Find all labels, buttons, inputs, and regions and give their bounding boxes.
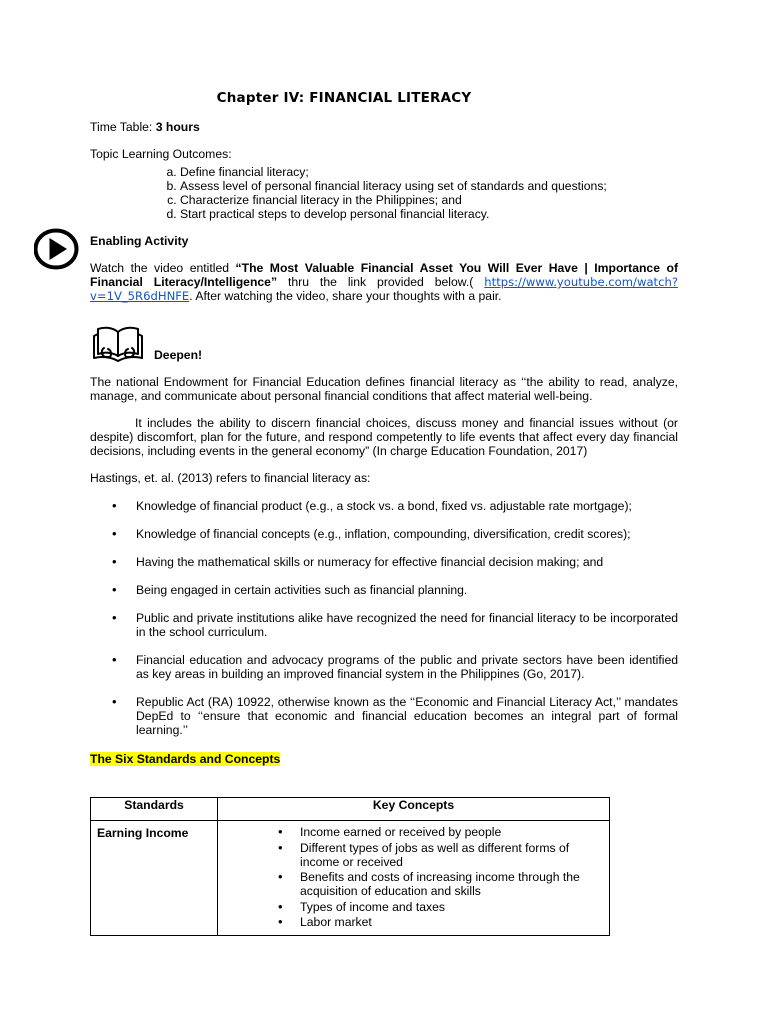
time-table [90, 120, 200, 134]
six-standards-heading [90, 752, 280, 766]
list-item: • Knowledge of financial concepts (e.g., inflation, compounding, diversification, credit scores); [90, 527, 678, 541]
table-header-row [91, 798, 610, 821]
list-item: • Financial education and advocacy programs of the public and private sectors have been identified as key areas in building an improved financial system in the Philippines (Go, 2017). [90, 653, 678, 681]
enabling-text-after: . After watching the video, share your thoughts with a pair. [189, 289, 502, 303]
paragraph: It includes the ability to discern financial choices, discuss money and financial issues without (or despite) discomfort, plan for the future, and respond competently to life events that affect every day financial decisions, including events in the general economy” (In charge Education Foundation, 2017) [90, 416, 678, 458]
column-header-key-concepts: Key Concepts [218, 798, 610, 821]
enabling-activity-text [90, 261, 678, 303]
enabling-activity-heading: Enabling Activity [90, 234, 189, 248]
outcomes-list [158, 165, 607, 221]
list-item: b. Assess level of personal financial literacy using set of standards and questions; [180, 179, 607, 193]
key-concepts-cell [218, 821, 610, 936]
enabling-text-mid: thru the link provided below.( [277, 275, 485, 289]
list-item: d. Start practical steps to develop personal financial literacy. [180, 207, 607, 221]
list-item: • Public and private institutions alike have recognized the need for financial literacy to be incorporated in the school curriculum. [90, 611, 678, 639]
list-item: • Knowledge of financial product (e.g., a stock vs. a bond, fixed vs. adjustable rate mortgage); [90, 499, 678, 513]
table-row [91, 821, 610, 936]
video-title: “The Most Valuable Financial Asset You Will Ever Have | Importance of Financial Literacy/Intelligence” [90, 261, 679, 289]
open-book-icon [92, 324, 144, 366]
list-item: a. Define financial literacy; [180, 165, 607, 179]
six-standards-highlight: The Six Standards and Concepts [90, 752, 281, 766]
standards-table [90, 797, 610, 936]
chapter-title: Chapter IV: FINANCIAL LITERACY [216, 90, 472, 106]
list-item: • Labor market [218, 915, 603, 929]
list-item: c. Characterize financial literacy in the Philippines; and [180, 193, 607, 207]
standard-cell: Earning Income [91, 821, 218, 936]
list-item: • Types of income and taxes [218, 900, 603, 914]
time-table-label: Time Table: [90, 120, 153, 134]
outcomes-heading: Topic Learning Outcomes: [90, 147, 232, 161]
time-table-value: 3 hours [155, 120, 200, 134]
play-icon [34, 228, 80, 272]
list-item: • Income earned or received by people [218, 825, 603, 839]
financial-literacy-list [90, 499, 678, 751]
list-item: • Having the mathematical skills or numeracy for effective financial decision making; and [90, 555, 678, 569]
column-header-standards: Standards [91, 798, 218, 821]
video-link[interactable]: https://www.youtube.com/watch?v=1V_5R6dHNFE [90, 275, 678, 303]
list-item: • Being engaged in certain activities such as financial planning. [90, 583, 678, 597]
deepen-heading: Deepen! [154, 348, 203, 362]
key-concepts-list [218, 825, 603, 929]
list-item: • Benefits and costs of increasing income through the acquisition of education and skills [218, 870, 603, 898]
list-item: • Republic Act (RA) 10922, otherwise known as the ‘‘Economic and Financial Literacy Act,’’ mandates DepEd to ‘‘ensure that economic and financial education becomes an integral part of formal learning.’’ [90, 695, 678, 737]
paragraph: The national Endowment for Financial Education defines financial literacy as ‘‘the ability to read, analyze, manage, and communicate about personal financial conditions that affect material well-being. [90, 375, 678, 403]
paragraph: Hastings, et. al. (2013) refers to financial literacy as: [90, 471, 371, 485]
list-item: • Different types of jobs as well as different forms of income or received [218, 841, 603, 869]
enabling-text-before: Watch the video entitled [90, 261, 236, 275]
